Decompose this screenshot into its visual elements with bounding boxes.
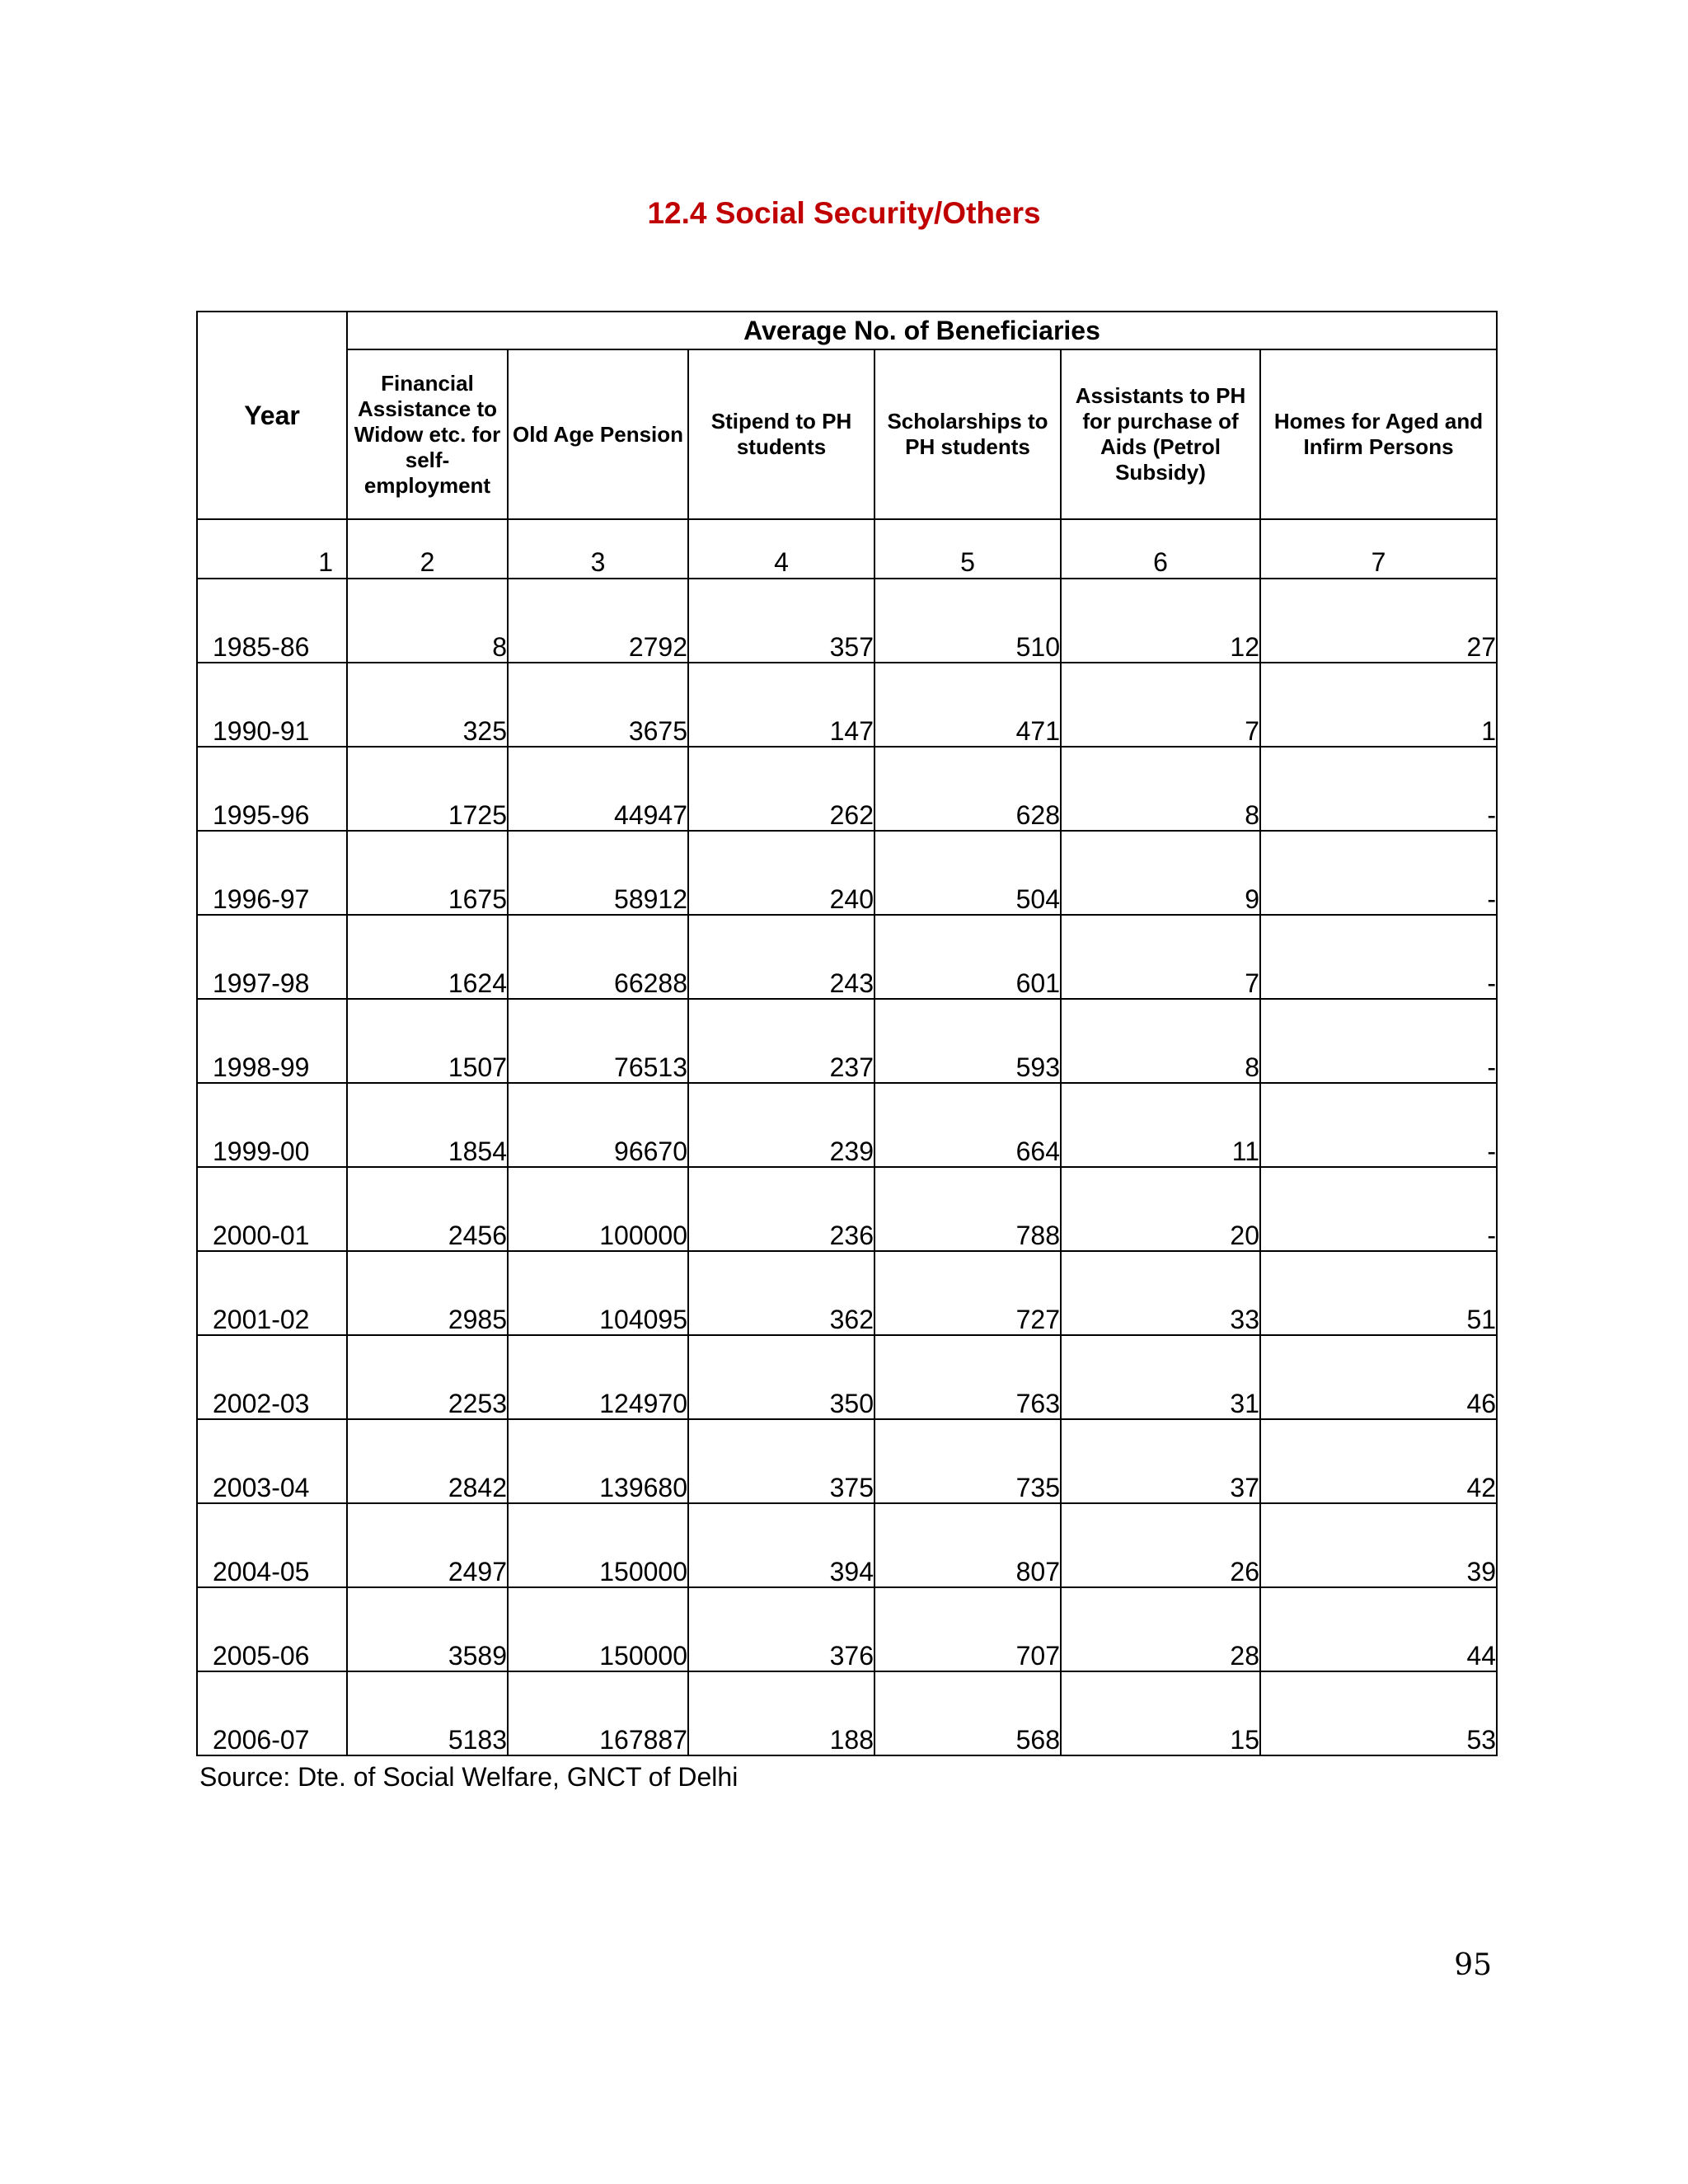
value-cell: 31: [1061, 1335, 1260, 1419]
column-number: 4: [688, 519, 874, 579]
beneficiaries-table: [196, 311, 1498, 1756]
value-cell: 7: [1061, 663, 1260, 747]
column-header: Scholarships to PH students: [874, 349, 1061, 519]
value-cell: 375: [688, 1419, 874, 1503]
value-cell: 100000: [508, 1167, 688, 1251]
value-cell: 33: [1061, 1251, 1260, 1335]
value-cell: 1: [1260, 663, 1497, 747]
value-cell: 3589: [347, 1587, 508, 1671]
value-cell: 11: [1061, 1083, 1260, 1167]
year-cell: 2000-01: [197, 1167, 347, 1251]
value-cell: 2253: [347, 1335, 508, 1419]
value-cell: -: [1260, 915, 1497, 999]
value-cell: 15: [1061, 1671, 1260, 1755]
year-cell: 2001-02: [197, 1251, 347, 1335]
column-header: Assistants to PH for purchase of Aids (Petrol Subsidy): [1061, 349, 1260, 519]
column-header: Financial Assistance to Widow etc. for self-employment: [347, 349, 508, 519]
value-cell: 66288: [508, 915, 688, 999]
value-cell: 104095: [508, 1251, 688, 1335]
table-body: [197, 519, 1497, 1755]
column-number-row: [197, 519, 1497, 579]
value-cell: 239: [688, 1083, 874, 1167]
value-cell: 12: [1061, 579, 1260, 663]
year-cell: 1995-96: [197, 747, 347, 831]
page-title: 12.4 Social Security/Others: [647, 196, 1041, 230]
value-cell: 37: [1061, 1419, 1260, 1503]
table-row: [197, 663, 1497, 747]
table-row: [197, 1587, 1497, 1671]
column-number: 7: [1260, 519, 1497, 579]
column-number: 2: [347, 519, 508, 579]
value-cell: 362: [688, 1251, 874, 1335]
value-cell: 628: [874, 747, 1061, 831]
year-cell: 2003-04: [197, 1419, 347, 1503]
table-row: [197, 831, 1497, 915]
value-cell: 27: [1260, 579, 1497, 663]
value-cell: 601: [874, 915, 1061, 999]
value-cell: 376: [688, 1587, 874, 1671]
value-cell: 763: [874, 1335, 1061, 1419]
table-row: [197, 999, 1497, 1083]
value-cell: 707: [874, 1587, 1061, 1671]
column-header: Stipend to PH students: [688, 349, 874, 519]
value-cell: -: [1260, 831, 1497, 915]
column-number: 6: [1061, 519, 1260, 579]
value-cell: 1725: [347, 747, 508, 831]
table-row: [197, 1251, 1497, 1335]
value-cell: 2456: [347, 1167, 508, 1251]
value-cell: 96670: [508, 1083, 688, 1167]
value-cell: 42: [1260, 1419, 1497, 1503]
year-cell: 1996-97: [197, 831, 347, 915]
table-row: [197, 1083, 1497, 1167]
group-header: Average No. of Beneficiaries: [347, 312, 1497, 349]
value-cell: 350: [688, 1335, 874, 1419]
value-cell: 5183: [347, 1671, 508, 1755]
value-cell: 1624: [347, 915, 508, 999]
year-header: Year: [197, 312, 347, 519]
year-cell: 2005-06: [197, 1587, 347, 1671]
value-cell: 7: [1061, 915, 1260, 999]
value-cell: 44: [1260, 1587, 1497, 1671]
value-cell: 236: [688, 1167, 874, 1251]
value-cell: 8: [1061, 999, 1260, 1083]
year-cell: 2002-03: [197, 1335, 347, 1419]
value-cell: 394: [688, 1503, 874, 1587]
value-cell: 51: [1260, 1251, 1497, 1335]
value-cell: -: [1260, 747, 1497, 831]
value-cell: 664: [874, 1083, 1061, 1167]
value-cell: 237: [688, 999, 874, 1083]
value-cell: 150000: [508, 1587, 688, 1671]
value-cell: 325: [347, 663, 508, 747]
value-cell: 167887: [508, 1671, 688, 1755]
value-cell: 2985: [347, 1251, 508, 1335]
value-cell: 39: [1260, 1503, 1497, 1587]
table-row: [197, 915, 1497, 999]
column-header: Homes for Aged and Infirm Persons: [1260, 349, 1497, 519]
page-number: 95: [1454, 1948, 1492, 1982]
value-cell: 1675: [347, 831, 508, 915]
value-cell: 593: [874, 999, 1061, 1083]
table-row: [197, 747, 1497, 831]
value-cell: 807: [874, 1503, 1061, 1587]
table-row: [197, 579, 1497, 663]
value-cell: 76513: [508, 999, 688, 1083]
value-cell: -: [1260, 999, 1497, 1083]
value-cell: -: [1260, 1167, 1497, 1251]
value-cell: 504: [874, 831, 1061, 915]
year-cell: 1990-91: [197, 663, 347, 747]
table-row: [197, 1167, 1497, 1251]
value-cell: 1507: [347, 999, 508, 1083]
value-cell: 44947: [508, 747, 688, 831]
value-cell: 357: [688, 579, 874, 663]
year-cell: 1997-98: [197, 915, 347, 999]
column-header: Old Age Pension: [508, 349, 688, 519]
value-cell: 20: [1061, 1167, 1260, 1251]
value-cell: 9: [1061, 831, 1260, 915]
value-cell: 243: [688, 915, 874, 999]
source-note: Source: Dte. of Social Welfare, GNCT of Delhi: [199, 1762, 738, 1792]
table-row: [197, 1671, 1497, 1755]
table-row: [197, 1335, 1497, 1419]
value-cell: 150000: [508, 1503, 688, 1587]
table-row: [197, 1503, 1497, 1587]
year-cell: 1998-99: [197, 999, 347, 1083]
value-cell: 2792: [508, 579, 688, 663]
value-cell: 788: [874, 1167, 1061, 1251]
value-cell: 124970: [508, 1335, 688, 1419]
value-cell: 53: [1260, 1671, 1497, 1755]
value-cell: 188: [688, 1671, 874, 1755]
value-cell: 8: [347, 579, 508, 663]
value-cell: 2842: [347, 1419, 508, 1503]
value-cell: 262: [688, 747, 874, 831]
column-number: 1: [197, 519, 347, 579]
year-cell: 1985-86: [197, 579, 347, 663]
value-cell: 8: [1061, 747, 1260, 831]
value-cell: 240: [688, 831, 874, 915]
value-cell: 58912: [508, 831, 688, 915]
value-cell: 727: [874, 1251, 1061, 1335]
year-cell: 1999-00: [197, 1083, 347, 1167]
value-cell: 735: [874, 1419, 1061, 1503]
table-row: [197, 1419, 1497, 1503]
value-cell: 147: [688, 663, 874, 747]
year-cell: 2004-05: [197, 1503, 347, 1587]
value-cell: 28: [1061, 1587, 1260, 1671]
value-cell: 3675: [508, 663, 688, 747]
value-cell: -: [1260, 1083, 1497, 1167]
value-cell: 1854: [347, 1083, 508, 1167]
value-cell: 26: [1061, 1503, 1260, 1587]
value-cell: 568: [874, 1671, 1061, 1755]
column-number: 3: [508, 519, 688, 579]
value-cell: 471: [874, 663, 1061, 747]
value-cell: 2497: [347, 1503, 508, 1587]
value-cell: 510: [874, 579, 1061, 663]
column-number: 5: [874, 519, 1061, 579]
value-cell: 139680: [508, 1419, 688, 1503]
value-cell: 46: [1260, 1335, 1497, 1419]
year-cell: 2006-07: [197, 1671, 347, 1755]
